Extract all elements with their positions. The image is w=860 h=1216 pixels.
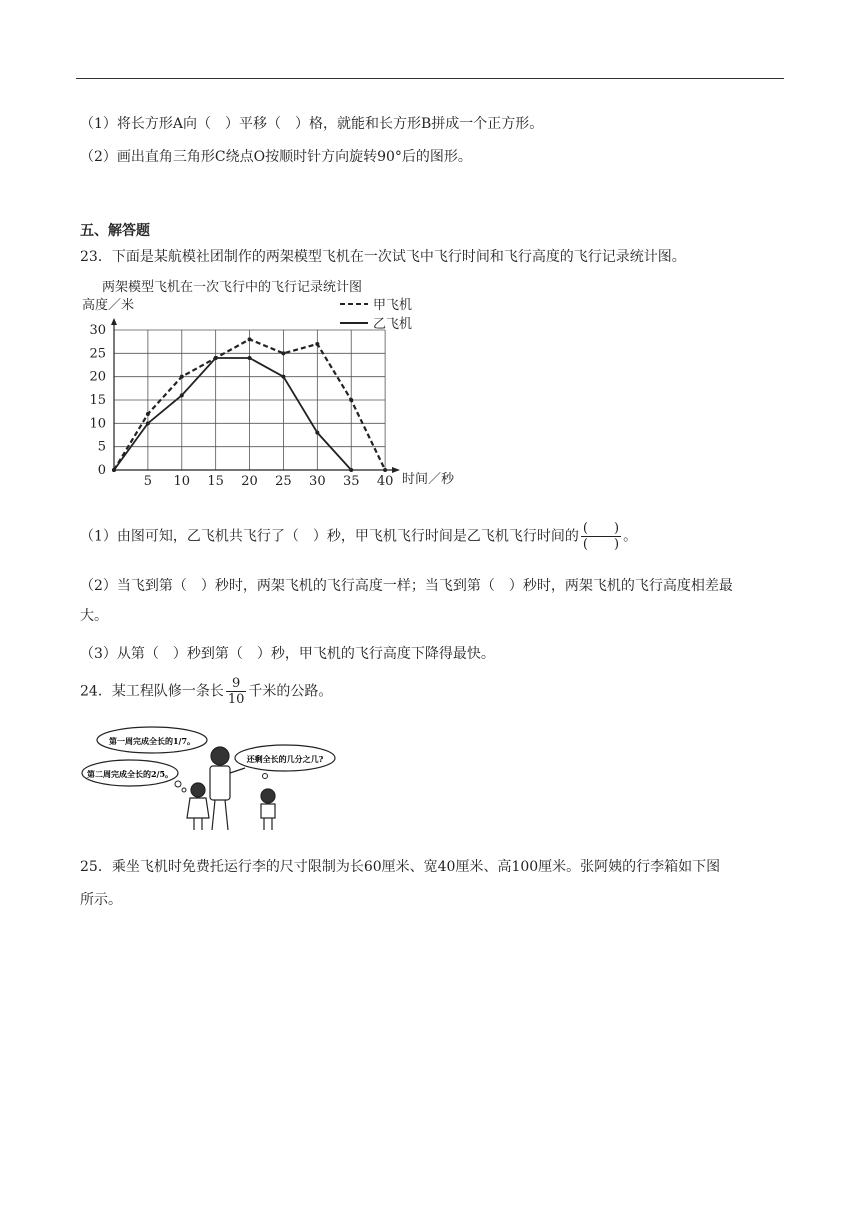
- q24-suffix: 千米的公路。: [248, 683, 333, 700]
- data-point: [281, 351, 285, 355]
- data-point: [180, 393, 184, 397]
- data-point: [349, 398, 353, 402]
- x-tick-label: 35: [342, 474, 360, 489]
- chart-ylabel: 高度／米: [82, 298, 135, 313]
- speech-bubble-2: [82, 760, 186, 792]
- x-tick-label: 30: [309, 474, 326, 489]
- q22-part1: （1）将长方形A向（ ）平移（ ）格，就能和长方形B拼成一个正方形。: [80, 116, 544, 132]
- y-axis-arrow: [111, 318, 117, 325]
- fraction-numerator: 9: [226, 676, 247, 692]
- chart-grid: [114, 330, 385, 470]
- x-tick-label: 5: [143, 474, 153, 489]
- y-tick-label: 15: [89, 393, 106, 408]
- data-point: [248, 337, 252, 341]
- q24-illustration: [80, 718, 340, 838]
- q23-part1: [80, 521, 637, 552]
- q23-part2-line1: （2）当飞到第（ ）秒时，两架飞机的飞行高度一样；当飞到第（ ）秒时，两架飞机的飞行高度相差最: [80, 578, 733, 594]
- legend-label-2: 乙飞机: [373, 317, 413, 332]
- x-tick-label: 15: [207, 474, 224, 489]
- header-rule: [76, 78, 784, 79]
- y-tick-label: 10: [89, 416, 106, 432]
- chart-ticks: [89, 323, 393, 489]
- data-point: [248, 356, 252, 360]
- data-point: [315, 342, 319, 346]
- q25-line1: 25．乘坐飞机时免费托运行李的尺寸限制为长60厘米、宽40厘米、高100厘米。张阿姨的行李箱如下图: [80, 859, 721, 875]
- girl-figure: [187, 783, 209, 830]
- q22-part2: （2）画出直角三角形C绕点O按顺时针方向旋转90°后的图形。: [80, 149, 472, 165]
- speech-bubble-1: [97, 727, 207, 753]
- q25-line2: 所示。: [80, 892, 122, 908]
- x-tick-label: 10: [173, 474, 191, 489]
- flight-chart: [80, 278, 480, 493]
- y-tick-label: 20: [89, 369, 106, 385]
- x-tick-label: 25: [275, 474, 292, 489]
- data-point: [146, 412, 150, 416]
- data-point: [383, 468, 387, 472]
- data-point: [146, 421, 150, 425]
- q23-part3: （3）从第（ ）秒到第（ ）秒，甲飞机的飞行高度下降得最快。: [80, 646, 495, 662]
- x-tick-label: 20: [241, 474, 258, 489]
- q23-part1-prefix: （1）由图可知，乙飞机共飞行了（ ）秒，甲飞机飞行时间是乙飞机飞行时间的: [80, 528, 579, 545]
- q24-stem: [80, 676, 332, 707]
- fraction-denominator: ( ): [582, 537, 620, 552]
- data-point: [214, 356, 218, 360]
- chart-title: 两架模型飞机在一次飞行中的飞行记录统计图: [102, 280, 363, 295]
- chart-axes: [111, 318, 400, 473]
- data-point: [315, 431, 319, 435]
- speech-bubble-3: [235, 745, 335, 779]
- legend-label-1: 甲飞机: [373, 298, 413, 313]
- y-tick-label: 25: [89, 346, 106, 362]
- data-point: [180, 375, 184, 379]
- fraction-denominator: 10: [227, 692, 245, 707]
- bubble-2-text: 第二周完成全长的2/5。: [86, 769, 174, 779]
- boy-figure: [261, 789, 275, 830]
- section-title: 五、解答题: [80, 223, 150, 239]
- y-tick-label: 5: [97, 439, 106, 455]
- bubble-1-text: 第一周完成全长的1/7。: [108, 736, 196, 746]
- q23-part1-suffix: 。: [623, 528, 638, 545]
- data-point: [112, 468, 116, 472]
- q23-part1-fraction: [581, 521, 621, 552]
- q23-stem: 23．下面是某航模社团制作的两架模型飞机在一次试飞中飞行时间和飞行高度的飞行记录统计图。: [80, 249, 686, 265]
- q24-prefix: 24．某工程队修一条长: [80, 683, 224, 700]
- bubble-3-text: 还剩全长的几分之几?: [246, 754, 324, 764]
- data-point: [281, 375, 285, 379]
- fraction-numerator: ( ): [582, 521, 620, 536]
- q23-part2-line2: 大。: [80, 608, 108, 624]
- q24-fraction: [226, 676, 247, 707]
- chart-xlabel: 时间／秒: [402, 472, 455, 487]
- x-tick-label: 40: [376, 474, 394, 489]
- data-point: [349, 468, 353, 472]
- chart-legend: [340, 297, 412, 332]
- y-tick-label: 30: [89, 323, 106, 338]
- y-tick-label: 0: [97, 463, 106, 478]
- x-axis-arrow: [392, 467, 400, 473]
